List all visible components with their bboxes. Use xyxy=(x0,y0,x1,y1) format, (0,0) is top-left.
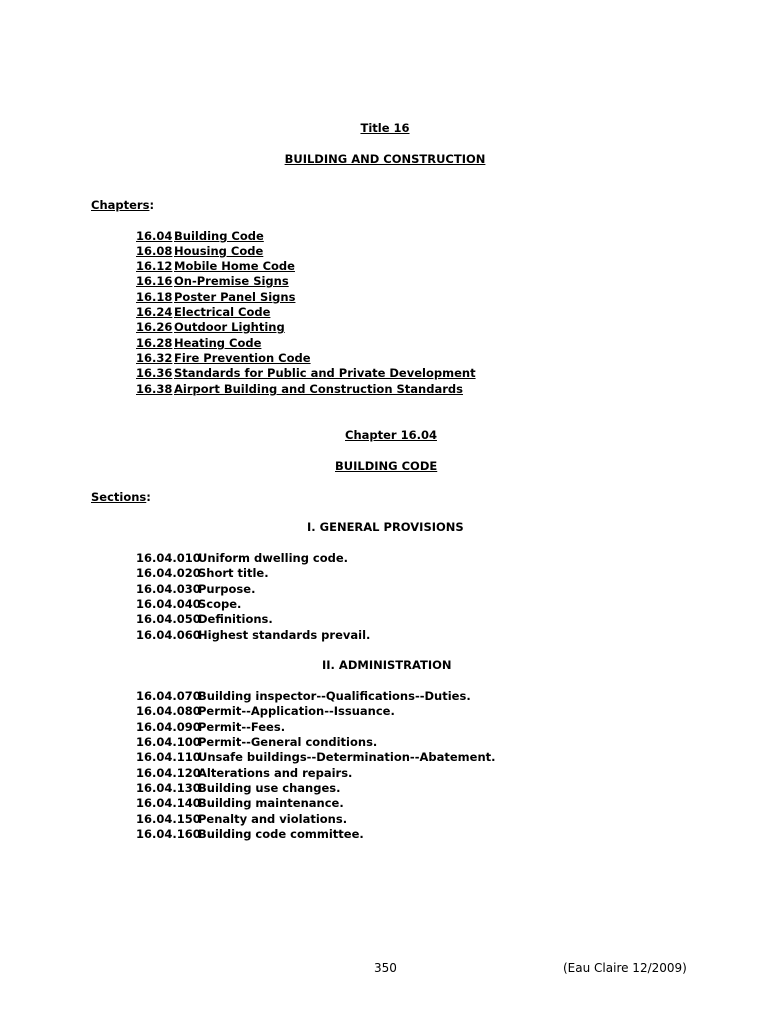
chapter-heading: Chapter 16.04 xyxy=(345,428,437,442)
section-number: 16.04.070 xyxy=(136,689,201,703)
chapter-name[interactable]: Housing Code xyxy=(174,244,264,258)
section-number: 16.04.050 xyxy=(136,612,201,626)
section-name: Building code committee. xyxy=(198,827,364,841)
chapter-name[interactable]: Electrical Code xyxy=(174,305,271,319)
chapter-number[interactable]: 16.04 xyxy=(136,229,173,243)
chapter-item[interactable] xyxy=(136,259,295,274)
sections-label: Sections xyxy=(91,490,147,504)
section-number: 16.04.150 xyxy=(136,812,201,826)
chapter-item[interactable] xyxy=(136,229,264,244)
section-item xyxy=(136,704,395,719)
section-item xyxy=(136,597,241,612)
section-name: Definitions. xyxy=(198,612,273,626)
chapter-number[interactable]: 16.16 xyxy=(136,274,173,288)
section-name: Permit--General conditions. xyxy=(198,735,378,749)
chapter-name[interactable]: Heating Code xyxy=(174,336,262,350)
chapter-name[interactable]: Mobile Home Code xyxy=(174,259,295,273)
section-name: Uniform dwelling code. xyxy=(198,551,349,565)
chapter-item[interactable] xyxy=(136,244,263,259)
section-item xyxy=(136,720,285,735)
chapter-number[interactable]: 16.08 xyxy=(136,244,173,258)
chapter-number[interactable]: 16.36 xyxy=(136,366,173,380)
section-number: 16.04.100 xyxy=(136,735,201,749)
section-name: Purpose. xyxy=(198,582,256,596)
chapters-heading: Chapters: xyxy=(91,198,155,212)
section-item xyxy=(136,750,496,765)
chapter-item[interactable] xyxy=(136,305,270,320)
section-number: 16.04.160 xyxy=(136,827,201,841)
chapter-name[interactable]: Fire Prevention Code xyxy=(174,351,311,365)
chapter-item[interactable] xyxy=(136,336,261,351)
part2-heading: II. ADMINISTRATION xyxy=(322,658,452,672)
section-name: Permit--Fees. xyxy=(198,720,286,734)
chapter-number[interactable]: 16.26 xyxy=(136,320,173,334)
section-item xyxy=(136,628,370,643)
sections-heading: Sections: xyxy=(91,490,151,504)
section-number: 16.04.040 xyxy=(136,597,201,611)
section-item xyxy=(136,781,340,796)
chapter-item[interactable] xyxy=(136,351,311,366)
section-number: 16.04.090 xyxy=(136,720,201,734)
chapter-name[interactable]: Outdoor Lighting xyxy=(174,320,285,334)
section-item xyxy=(136,689,471,704)
part1-heading: I. GENERAL PROVISIONS xyxy=(307,520,464,534)
chapter-item[interactable] xyxy=(136,320,285,335)
edition-note: (Eau Claire 12/2009) xyxy=(563,961,687,975)
section-item xyxy=(136,796,344,811)
section-number: 16.04.140 xyxy=(136,796,201,810)
section-number: 16.04.120 xyxy=(136,766,201,780)
section-number: 16.04.080 xyxy=(136,704,201,718)
section-item xyxy=(136,551,348,566)
section-number: 16.04.130 xyxy=(136,781,201,795)
chapter-number[interactable]: 16.28 xyxy=(136,336,173,350)
chapter-number[interactable]: 16.18 xyxy=(136,290,173,304)
section-item xyxy=(136,735,377,750)
title: Title 16 xyxy=(360,121,410,135)
subtitle: BUILDING AND CONSTRUCTION xyxy=(284,152,486,166)
section-name: Building maintenance. xyxy=(198,796,344,810)
section-name: Unsafe buildings--Determination--Abatement. xyxy=(198,750,496,764)
section-item xyxy=(136,582,255,597)
section-number: 16.04.030 xyxy=(136,582,201,596)
chapter-item[interactable] xyxy=(136,382,463,397)
chapter-number[interactable]: 16.24 xyxy=(136,305,173,319)
chapter-item[interactable] xyxy=(136,274,289,289)
section-name: Scope. xyxy=(198,597,242,611)
chapter-item[interactable] xyxy=(136,290,295,305)
section-name: Short title. xyxy=(198,566,269,580)
chapter-name[interactable]: Building Code xyxy=(174,229,264,243)
section-item xyxy=(136,566,269,581)
chapter-name[interactable]: Airport Building and Construction Standards xyxy=(174,382,463,396)
section-name: Highest standards prevail. xyxy=(198,628,371,642)
chapter-name[interactable]: Poster Panel Signs xyxy=(174,290,296,304)
section-name: Building use changes. xyxy=(198,781,341,795)
section-name: Permit--Application--Issuance. xyxy=(198,704,395,718)
chapter-name[interactable]: On-Premise Signs xyxy=(174,274,289,288)
section-number: 16.04.010 xyxy=(136,551,201,565)
section-name: Alterations and repairs. xyxy=(198,766,353,780)
chapter-title: BUILDING CODE xyxy=(335,459,438,473)
chapter-number[interactable]: 16.12 xyxy=(136,259,173,273)
chapter-item[interactable] xyxy=(136,366,476,381)
section-item xyxy=(136,612,273,627)
section-name: Penalty and violations. xyxy=(198,812,348,826)
section-name: Building inspector--Qualifications--Duties. xyxy=(198,689,471,703)
section-number: 16.04.110 xyxy=(136,750,201,764)
chapter-number[interactable]: 16.38 xyxy=(136,382,173,396)
section-item xyxy=(136,827,364,842)
section-item xyxy=(136,766,352,781)
section-number: 16.04.020 xyxy=(136,566,201,580)
chapter-number[interactable]: 16.32 xyxy=(136,351,173,365)
section-number: 16.04.060 xyxy=(136,628,201,642)
chapters-label: Chapters xyxy=(91,198,150,212)
section-item xyxy=(136,812,347,827)
page-number: 350 xyxy=(374,961,397,975)
chapter-name[interactable]: Standards for Public and Private Development xyxy=(174,366,476,380)
